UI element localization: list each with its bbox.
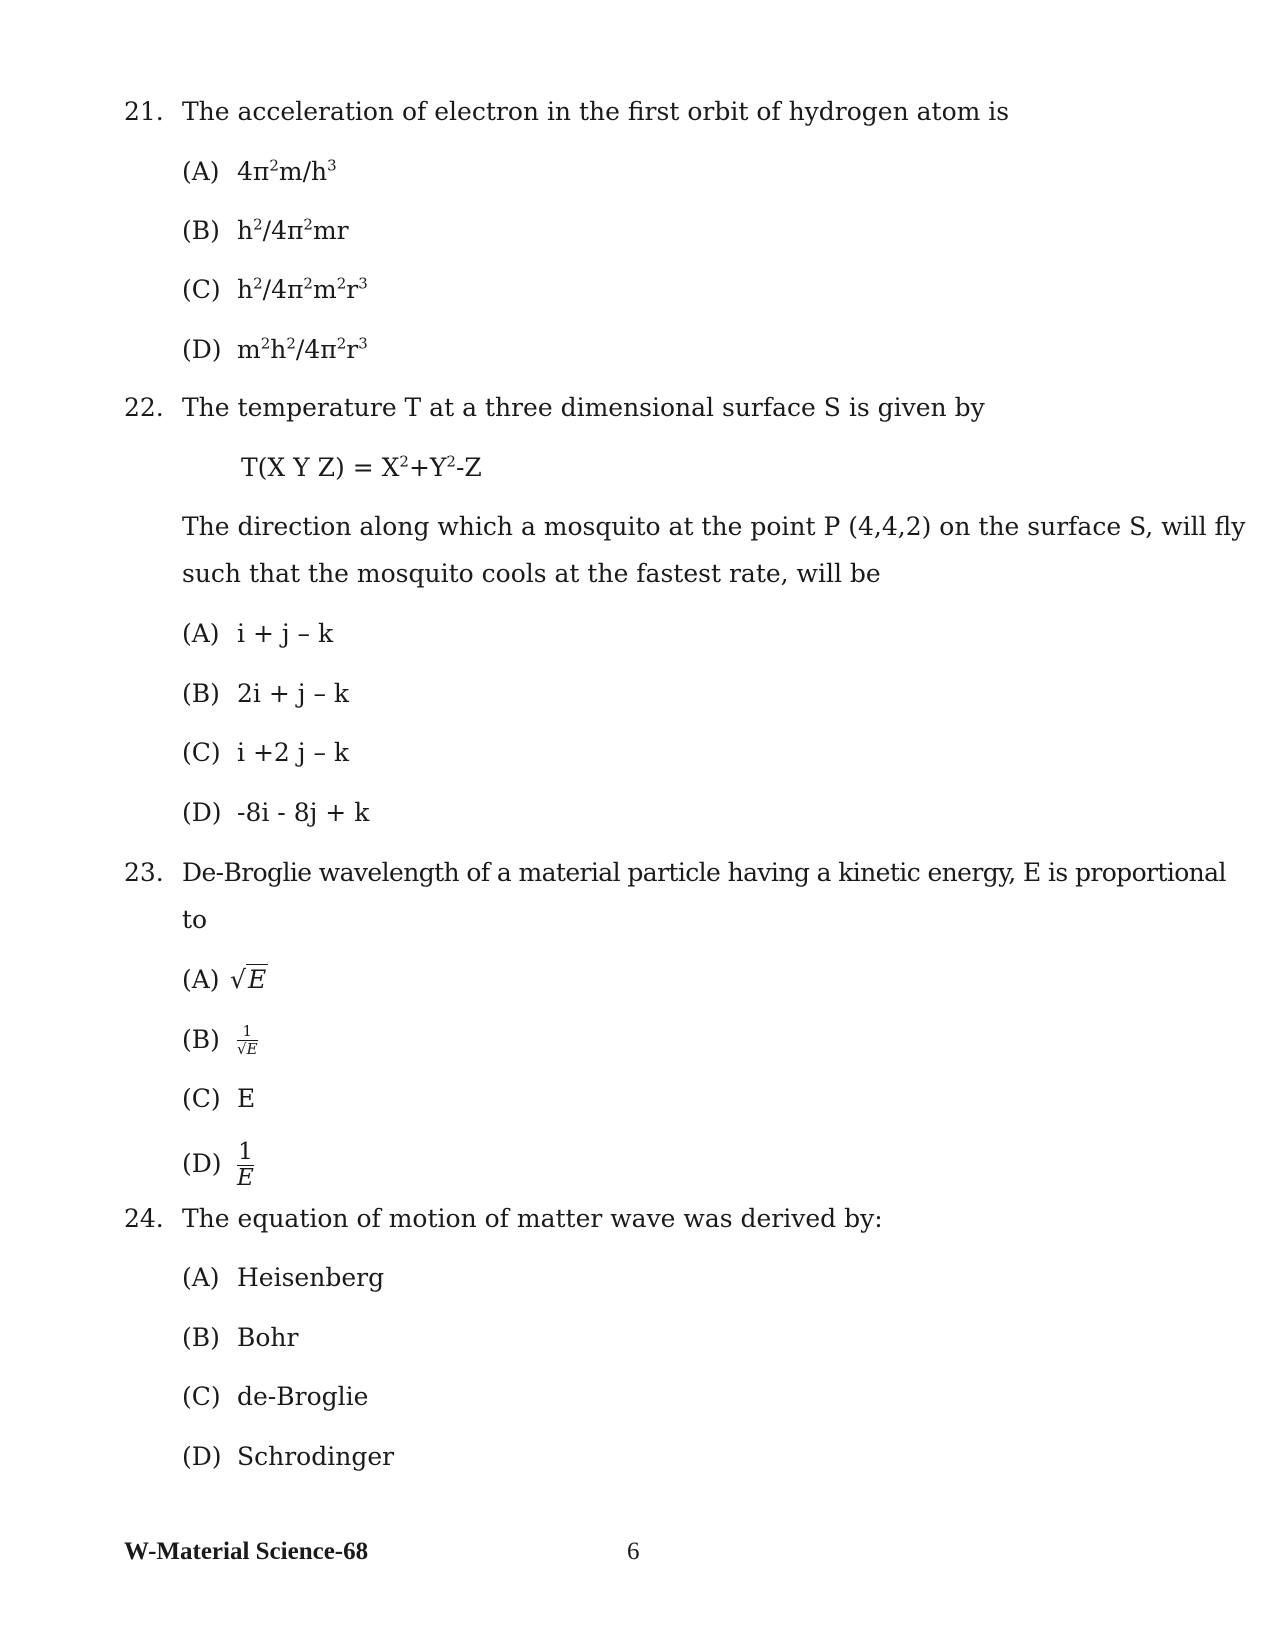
question-23-option-d (182, 1140, 254, 1192)
question-22-number: 22. (124, 393, 164, 422)
option-text: i +2 j – k (237, 738, 350, 767)
question-23-text: De-Broglie wavelength of a material particle having a kinetic energy, E is proportional (182, 858, 1226, 887)
option-label: (A) (182, 619, 220, 648)
question-24-option-d (182, 1442, 394, 1472)
option-label: (C) (182, 275, 221, 304)
question-22-option-d (182, 798, 369, 828)
question-24-text: The equation of motion of matter wave was derived by: (182, 1204, 883, 1233)
option-label: (D) (182, 1149, 222, 1179)
option-label: (B) (182, 1024, 220, 1054)
question-22-equation: T(X Y $Z) = X^2+Y^2-Z$ (241, 452, 482, 482)
question-24-option-b (182, 1323, 298, 1353)
question-22-option-b (182, 679, 349, 709)
footer-title: W-Material Science-68 (124, 1538, 369, 1565)
option-label: (C) (182, 1084, 221, 1113)
option-text: Schrodinger (237, 1442, 395, 1471)
option-label: (A) (182, 157, 220, 186)
option-text: i + j – k (237, 619, 334, 648)
question-22-text-continued-2: such that the mosquito cools at the fastest rate, will be (182, 559, 881, 588)
question-21-option-d: (D) $m^2h^2/4\pi^2r^3$ (182, 334, 368, 364)
sqrt-e-expression: √E (230, 965, 267, 994)
option-text: Heisenberg (237, 1263, 385, 1292)
option-label: (B) (182, 1323, 220, 1352)
question-22-option-c (182, 738, 349, 768)
option-label: (D) (182, 1442, 222, 1471)
question-21-option-c: (C) $h^2/4\pi^2m^2r^3$ (182, 274, 368, 304)
question-23-option-c (182, 1084, 255, 1114)
question-24-number: 24. (124, 1204, 164, 1233)
option-label: (A) (182, 965, 220, 994)
option-label: (D) (182, 335, 222, 364)
option-label: (C) (182, 1382, 221, 1411)
option-text: 2i + j – k (237, 679, 350, 708)
option-label: (B) (182, 216, 220, 245)
question-24-option-c (182, 1382, 368, 1412)
option-label: (C) (182, 738, 221, 767)
question-21-option-a: (A) $4\pi^2m/h^3$ (182, 156, 337, 186)
fraction-one-over-sqrt-e: $\frac{1}{√E}$ (237, 1022, 258, 1058)
question-23-text-continued: to (182, 905, 208, 934)
question-23-number: 23. (124, 858, 164, 887)
page-number: 6 (627, 1538, 640, 1565)
question-22-option-a (182, 619, 333, 649)
question-21-text: The acceleration of electron in the first orbit of hydrogen atom is (182, 97, 1010, 126)
question-21-number: 21. (124, 97, 164, 126)
question-22-text: The temperature T at a three dimensional surface S is given by (182, 393, 985, 422)
option-label: (A) (182, 1263, 220, 1292)
option-text: -8i - 8j + k (237, 798, 370, 827)
question-22-text-continued-1: The direction along which a mosquito at the point P (4,4,2) on the surface S, will fly (182, 512, 1246, 541)
option-label: (D) (182, 798, 222, 827)
option-label: (B) (182, 679, 220, 708)
option-text: de-Broglie (237, 1382, 369, 1411)
fraction-one-over-e: $\frac{1}{E}$ (237, 1139, 254, 1192)
option-text: E (237, 1084, 256, 1113)
question-21-option-b: (B) $h^2/4\pi^2mr$ (182, 215, 349, 245)
question-24-option-a (182, 1263, 384, 1293)
option-text: Bohr (237, 1323, 299, 1352)
question-23-option-a (182, 965, 268, 995)
question-23-option-b (182, 1023, 258, 1057)
